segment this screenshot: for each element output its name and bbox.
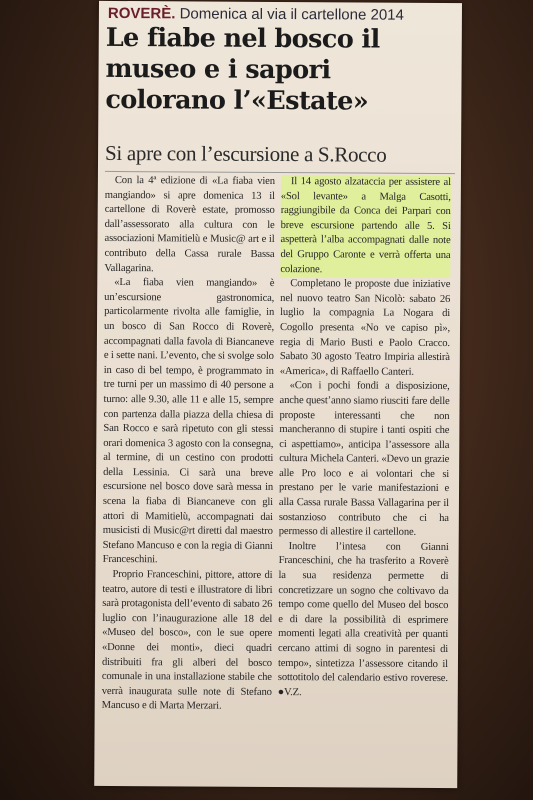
subtitle: Si apre con l’escursione a S.Rocco — [105, 140, 387, 167]
kicker-text: Domenica al via il cartellone 2014 — [179, 5, 404, 24]
headline: Le fiabe nel bosco il museo e i sapori colorano l’«Estate» — [105, 22, 380, 117]
paragraph: Inoltre l’intesa con Gianni Franceschini, che ha trasferito a Roverè la sua residenza permette di concretizzare un sogno che coltivavo da tempo come quello del Museo del bosco e di dare la possibilità di esprimere momenti legati alla creatività per quanti cercano attimi di sogno in parentesi di tempo», sintetizza l’assessore citando il sottotitolo del calendario estivo roverese. ●V.Z. — [277, 540, 449, 698]
paragraph: Proprio Franceschini, pittore, attore di teatro, autore di testi e illustratore di libri sarà protagonista dell’evento di sabato 26 luglio con l’inaugurazione alle 18 del «Museo del bosco», con le sue opere «Donne dei monti», dieci quadri distribuiti fra gli alberi del bosco comunale in una installazione stabile che verrà inaugurata sulle note di Stefano Mancuso e di Marta Merzari. — [101, 569, 273, 713]
kicker — [108, 5, 458, 24]
paragraph: «Con i pochi fondi a disposizione, anche quest’anno siamo riusciti fare delle proposte interessanti che non mancheranno di stupire i tanti ospiti che ci aspettiamo», anticipa l’assessore alla cultura Michela Canteri. «Devo un grazie alle Pro loco e ai volontari che si prestano per le varie manifestazioni e alla Cassa rurale Bassa Vallagarina per il sostanzioso contributo che ci ha permesso di allestire il cartellone. — [278, 380, 450, 539]
paragraph: Completano le proposte due iniziative nel nuovo teatro San Nicolò: sabato 26 luglio la compagnia La Nogara di Cogollo presenta «No ve capiso pì», regia di Mario Busti e Paolo Cracco. Sabato 30 agosto Teatro Impiria allestirà «America», di Raffaello Canteri. — [279, 278, 451, 378]
paragraph: Il 14 agosto alzataccia per assistere al «Sol levante» a Malga Casotti, raggiungibile da Conca dei Parpari con breve escursione partendo alle 5. Si aspetterà l’alba accompagnati dalle note del Gruppo Caronte e verrà offerta una colazione. — [280, 175, 451, 278]
article-column-1 — [102, 174, 275, 715]
paragraph: Con la 4ª edizione di «La fiaba vien mangiando» si apre domenica 13 il cartellone di Roverè estate, promosso dall’assessorato alla cultura con le associazioni Mamitielù e Music@ art e il contributo della Cassa rurale Bassa Vallagarina. — [104, 174, 275, 274]
article-column-2 — [278, 175, 451, 701]
newspaper-clipping — [94, 1, 462, 788]
kicker-place: ROVERÈ. — [107, 4, 176, 23]
paragraph: «La fiaba vien mangiando» è un’escursione gastronomica, particolarmente rivolta alle famiglie, in un bosco di San Rocco di Roverè, accompagnati dalla favola di Biancaneve e i sette nani. L’evento, che si svolge solo in caso di bel tempo, è programmato in tre turni per un massimo di 40 persone a turno: alle 9.30, alle 11 e alle 15, sempre con partenza dalla piazza della chiesa di San Rocco e sarà ripetuto con gli stessi orari domenica 3 agosto con la consegna, al termine, di un cestino con prodotti della Lessinia. Ci sarà una breve escursione nel bosco dove sarà messa in scena la fiaba di Biancaneve con gli attori di Mamitielù, accompagnati dai musicisti di Music@rt diretti dal maestro Stefano Mancuso e con la regia di Gianni Franceschini. — [102, 277, 275, 566]
